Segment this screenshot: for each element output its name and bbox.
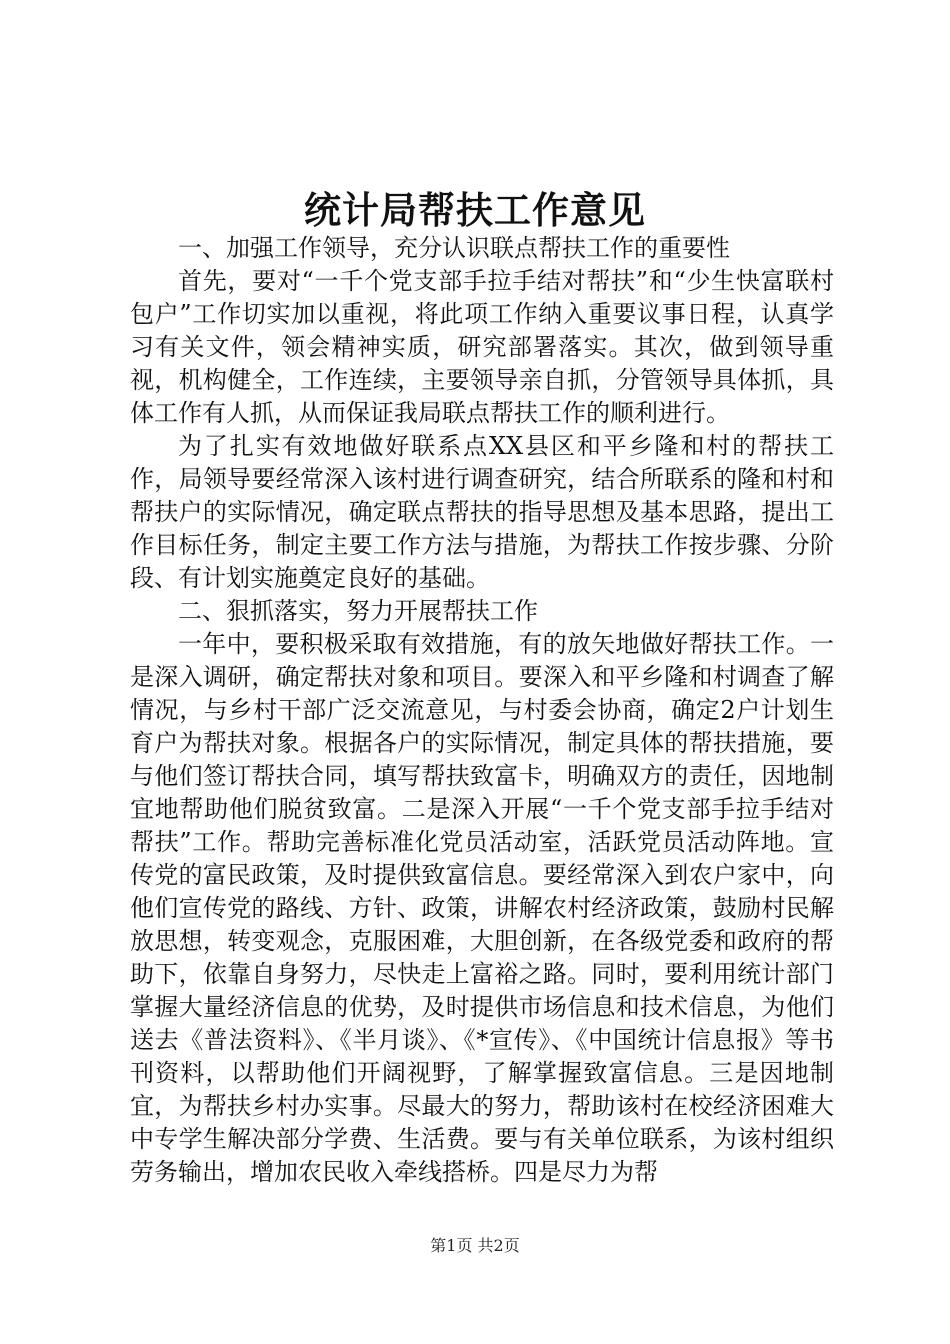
- paragraph-3: 一年中，要积极采取有效措施，有的放矢地做好帮扶工作。一是深入调研，确定帮扶对象和项目。要深入和平乡隆和村调查了解情况，与乡村干部广泛交流意见，与村委会协商，确定2户计划生育户为帮扶对象。根据各户的实际情况，制定具体的帮扶措施，要与他们签订帮扶合同，填写帮扶致富卡，明确双方的责任，因地制宜地帮助他们脱贫致富。二是深入开展“一千个党支部手拉手结对帮扶”工作。帮助完善标准化党员活动室，活跃党员活动阵地。宣传党的富民政策，及时提供致富信息。要经常深入到农户家中，向他们宣传党的路线、方针、政策，讲解农村经济政策，鼓励村民解放思想，转变观念，克服困难，大胆创新，在各级党委和政府的帮助下，依靠自身努力，尽快走上富裕之路。同时，要利用统计部门掌握大量经济信息的优势，及时提供市场信息和技术信息，为他们送去《普法资料》、《半月谈》、《*宣传》、《中国统计信息报》等书刊资料，以帮助他们开阔视野，了解掌握致富信息。三是因地制宜，为帮扶乡村办实事。尽最大的努力，帮助该村在校经济困难大中专学生解决部分学费、生活费。要与有关单位联系，为该村组织劳务输出，增加农民收入牵线搭桥。四是尽力为帮: [130, 630, 834, 1186]
- page-number-footer: 第1页 共2页: [430, 1236, 520, 1255]
- document-title: 统计局帮扶工作意见: [304, 188, 646, 232]
- section-heading-2: 二、狠抓落实，努力开展帮扶工作: [178, 597, 538, 625]
- paragraph-2: 为了扎实有效地做好联系点XX县区和平乡隆和村的帮扶工作，局领导要经常深入该村进行调查研究，结合所联系的隆和村和帮扶户的实际情况，确定联点帮扶的指导思想及基本思路，提出工作目标任务，制定主要工作方法与措施，为帮扶工作按步骤、分阶段、有计划实施奠定良好的基础。: [130, 432, 834, 592]
- paragraph-1: 首先，要对“一千个党支部手拉手结对帮扶”和“少生快富联村包户”工作切实加以重视，将此项工作纳入重要议事日程，认真学习有关文件，领会精神实质，研究部署落实。其次，做到领导重视，机构健全，工作连续，主要领导亲自抓，分管领导具体抓，具体工作有人抓，从而保证我局联点帮扶工作的顺利进行。: [130, 267, 834, 427]
- section-heading-1: 一、加强工作领导，充分认识联点帮扶工作的重要性: [178, 234, 730, 262]
- document-body: [130, 232, 834, 1189]
